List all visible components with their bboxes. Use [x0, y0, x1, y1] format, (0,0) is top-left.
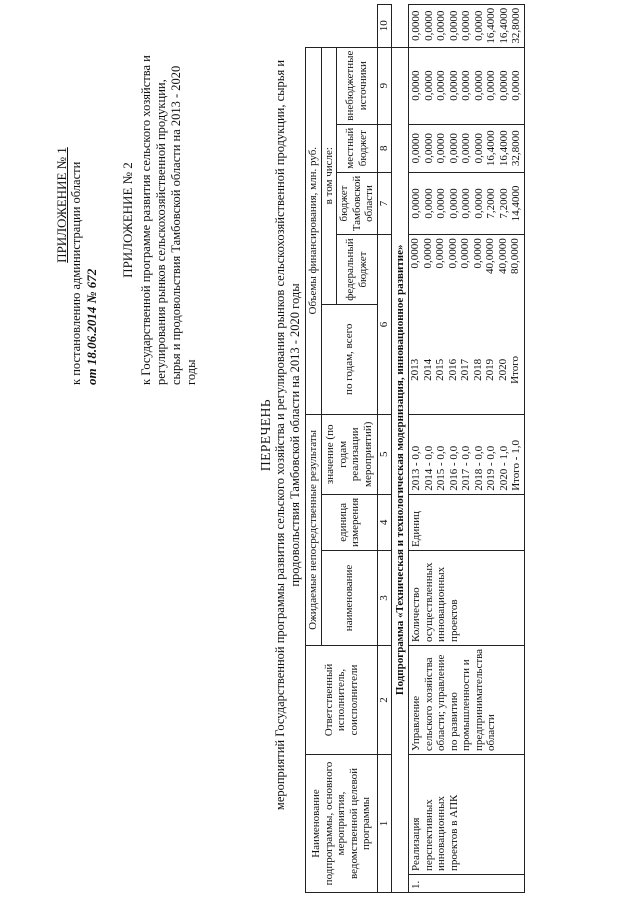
list-value: 2019: [484, 358, 496, 381]
measure-executor: Управление сельского хозяйства области; управление по развитию промышленности и предпринимательства области: [409, 645, 525, 754]
list-value: 2013 - 0,0: [410, 445, 422, 491]
measures-table: [305, 4, 525, 893]
header-including: в том числе:: [321, 47, 337, 304]
list-value: 32,8000: [510, 130, 522, 167]
list-value: 7,2000: [497, 188, 510, 219]
column-number: 7: [377, 172, 391, 235]
list-value: 40,0000: [496, 238, 509, 275]
list-value: 0,0000: [434, 238, 446, 269]
funding-federal: [409, 172, 525, 235]
list-value: 40,0000: [484, 238, 496, 275]
list-value: 0,0000: [472, 70, 485, 101]
list-value: 0,0000: [460, 133, 472, 164]
header-indicator: наименование: [321, 550, 377, 645]
subprogram-title: Подпрограмма «Техническая и технологическая модернизация, инновационное развитие»: [391, 47, 409, 892]
appendix-1-block: [54, 25, 100, 385]
list-value: 0,0000: [447, 188, 460, 219]
column-number: 8: [377, 124, 391, 172]
column-number: 9: [377, 47, 391, 124]
column-number: 3: [377, 550, 391, 645]
list-value: 16,4000: [485, 130, 497, 167]
document-heading: ПЕРЕЧЕНЬ: [258, 398, 273, 472]
measure-values: [409, 414, 525, 494]
list-value: 0,0000: [446, 238, 459, 269]
list-value: 2013: [409, 358, 421, 381]
column-number: 6: [377, 235, 391, 415]
list-value: 0,0000: [422, 133, 435, 164]
list-value: 16,4000: [485, 7, 497, 44]
list-value: 0,0000: [472, 133, 485, 164]
header-unit: единица измерения: [321, 494, 377, 550]
list-value: 0,0000: [410, 133, 422, 164]
list-value: 0,0000: [435, 133, 447, 164]
list-value: 0,0000: [460, 10, 472, 41]
column-number: 10: [377, 4, 391, 47]
list-value: 0,0000: [472, 188, 485, 219]
list-value: 0,0000: [447, 133, 460, 164]
column-number: 1: [377, 755, 391, 893]
column-number: 5: [377, 414, 391, 494]
funding-year-totals: [409, 235, 522, 326]
header-funding: Объемы финансирования, млн. руб.: [306, 47, 322, 414]
list-value: Итого: [509, 356, 521, 384]
list-value: 0,0000: [472, 10, 485, 41]
funding-totals: [409, 235, 525, 415]
list-value: 0,0000: [435, 188, 447, 219]
header-executor: Ответственный исполнитель, соисполнители: [306, 645, 378, 754]
list-value: 2020 - 1,0: [497, 445, 510, 491]
header-federal: федеральный бюджет: [337, 235, 378, 305]
document-title-block: [258, 45, 303, 825]
funding-extra: [409, 4, 525, 47]
list-value: 0,0000: [435, 10, 447, 41]
list-value: 0,0000: [497, 70, 510, 101]
header-local: местный бюджет: [337, 124, 378, 172]
document-subtitle: мероприятий Государственной программы развития сельского хозяйства и регулирования рынков сельскохозяйственной продукции, сырья и продовольствия Тамбовской области на 2013 - 2020 годы: [273, 59, 302, 811]
list-value: 2017 - 0,0: [460, 445, 472, 491]
list-value: 16,4000: [497, 130, 510, 167]
list-value: 7,2000: [485, 188, 497, 219]
list-value: 2014 - 0,0: [422, 445, 435, 491]
list-value: 0,0000: [410, 188, 422, 219]
appendix-2-block: [120, 55, 199, 385]
measure-unit: Единиц: [409, 494, 525, 550]
list-value: 0,0000: [471, 238, 484, 269]
list-value: 0,0000: [447, 70, 460, 101]
list-value: 0,0000: [422, 188, 435, 219]
list-value: 0,0000: [510, 70, 522, 101]
list-value: 0,0000: [435, 70, 447, 101]
appendix-1-title: ПРИЛОЖЕНИЕ № 1: [54, 147, 69, 263]
list-value: 2017: [459, 358, 471, 381]
header-name: Наименование подпрограммы, основного мероприятия, ведомственной целевой программы: [306, 755, 378, 893]
list-value: 2018 - 0,0: [472, 445, 485, 491]
row-number: 1.: [409, 875, 525, 893]
list-value: 0,0000: [485, 70, 497, 101]
list-value: 2015: [434, 358, 446, 381]
funding-years: [409, 326, 522, 414]
list-value: 2016: [446, 358, 459, 381]
list-value: 2020: [496, 358, 509, 381]
list-value: 2019 - 0,0: [485, 445, 497, 491]
header-expected: Ожидаемые непосредственные результаты: [306, 414, 322, 645]
appendix-1-date-signature: от 18.06.2014 № 672: [84, 268, 99, 385]
list-value: 80,0000: [509, 238, 521, 275]
funding-local: [409, 47, 525, 124]
measure-name: Реализация перспективных инновационных проектов в АПК: [409, 755, 525, 875]
list-value: 0,0000: [460, 188, 472, 219]
list-value: 0,0000: [421, 238, 434, 269]
header-extra: внебюджетные источники: [337, 47, 378, 124]
list-value: 16,4000: [497, 7, 510, 44]
list-value: 0,0000: [410, 70, 422, 101]
column-number: 4: [377, 494, 391, 550]
list-value: 2014: [421, 358, 434, 381]
list-value: 32,8000: [510, 7, 522, 44]
list-value: 2016 - 0,0: [447, 445, 460, 491]
measure-indicator: Количество осуществленных инновационных проектов: [409, 550, 525, 645]
appendix-1-line: к постановлению администрации области: [69, 161, 83, 385]
appendix-2-text: к Государственной программе развития сельского хозяйства и регулирования рынков сельскохозяйственной продукции, сырья и продовольствия Тамбовской области на 2013 - 2020 годы: [139, 55, 198, 385]
list-value: 0,0000: [410, 10, 422, 41]
list-value: 14,4000: [510, 185, 522, 222]
list-value: 2015 - 0,0: [435, 445, 447, 491]
list-value: 0,0000: [422, 70, 435, 101]
list-value: 0,0000: [409, 238, 421, 269]
list-value: 2018: [471, 358, 484, 381]
list-value: 0,0000: [460, 70, 472, 101]
list-value: Итого - 1,0: [510, 440, 522, 491]
appendix-2-title: ПРИЛОЖЕНИЕ № 2: [120, 162, 135, 278]
header-regional: бюджет Тамбовской области: [337, 172, 378, 235]
list-value: 0,0000: [422, 10, 435, 41]
list-value: 0,0000: [459, 238, 471, 269]
funding-regional: [409, 124, 525, 172]
list-value: 0,0000: [447, 10, 460, 41]
header-value: значение (по годам реализации мероприятий): [321, 414, 377, 494]
column-number: 2: [377, 645, 391, 754]
header-total: по годам, всего: [321, 304, 377, 414]
